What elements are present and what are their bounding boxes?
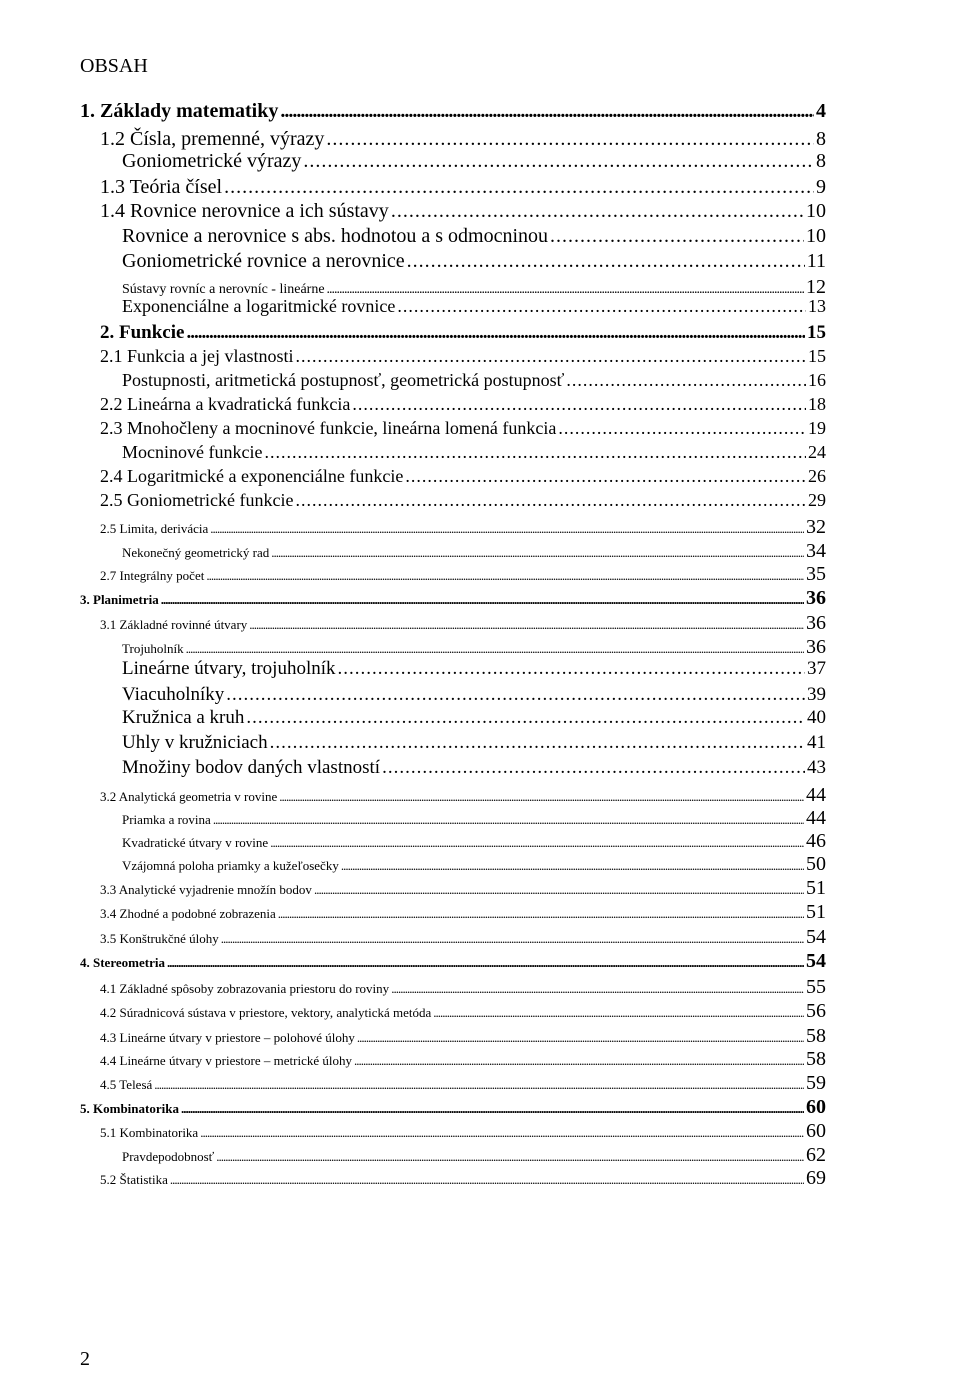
dot-leader: [270, 732, 805, 754]
toc-entry: [100, 466, 826, 487]
toc-entry-label: 2.5 Limita, derivácia: [100, 521, 209, 536]
toc-entry-page-number: 12: [806, 276, 826, 298]
toc-entry: [100, 1120, 826, 1143]
toc-entry: [100, 490, 826, 511]
toc-entry: [122, 658, 826, 680]
toc-entry: [100, 346, 826, 367]
toc-entry-page-number: 15: [808, 346, 826, 366]
toc-entry-label: Uhly v kružniciach: [122, 732, 268, 753]
dot-leader: [391, 200, 804, 223]
toc-entry-label: 4.2 Súradnicová sústava v priestore, vektory, analytická metóda: [100, 1005, 432, 1020]
dot-leader: [382, 757, 805, 779]
toc-entry-label: 2.1 Funkcia a jej vlastnosti: [100, 346, 294, 366]
toc-entry-page-number: 51: [806, 901, 826, 923]
toc-entry-page-number: 36: [806, 636, 826, 658]
toc-entry-page-number: 26: [808, 466, 826, 486]
toc-entry-page-number: 51: [806, 877, 826, 899]
toc-entry: [122, 707, 826, 729]
dot-leader: [354, 1053, 804, 1069]
toc-entry: [122, 732, 826, 754]
toc-entry-page-number: 60: [806, 1120, 826, 1142]
dot-leader: [303, 150, 814, 173]
toc-entry-label: 5. Kombinatorika: [80, 1101, 179, 1116]
toc-entry-label: 3. Planimetria: [80, 592, 159, 607]
dot-leader: [352, 394, 806, 415]
toc-entry-page-number: 8: [816, 150, 826, 172]
toc-entry: [100, 1072, 826, 1095]
dot-leader: [161, 592, 804, 608]
dot-leader: [357, 1030, 804, 1046]
dot-leader: [216, 1149, 804, 1165]
toc-entry: [100, 394, 826, 415]
dot-leader: [550, 225, 804, 248]
toc-entry-page-number: 43: [807, 757, 826, 778]
toc-entry-page-number: 18: [808, 394, 826, 414]
toc-entry-page-number: 54: [806, 926, 826, 948]
dot-leader: [181, 1101, 804, 1117]
toc-entry-page-number: 4: [816, 100, 826, 122]
toc-entry-page-number: 54: [806, 950, 826, 972]
toc-entry: [100, 322, 826, 344]
toc-entry-label: 3.2 Analytická geometria v rovine: [100, 789, 278, 804]
toc-entry-page-number: 29: [808, 490, 826, 510]
toc-entry: [100, 1025, 826, 1048]
dot-leader: [213, 812, 804, 828]
dot-leader: [170, 1172, 804, 1188]
toc-entry-page-number: 55: [806, 976, 826, 998]
toc-entry-page-number: 36: [806, 612, 826, 634]
dot-leader: [326, 128, 814, 151]
toc-entry-label: 1.2 Čísla, premenné, výrazy: [100, 128, 325, 150]
toc-entry-label: Množiny bodov daných vlastností: [122, 757, 381, 778]
toc-entry-label: 4.3 Lineárne útvary v priestore – polohové úlohy: [100, 1030, 355, 1045]
toc-entry-label: 2. Funkcie: [100, 322, 185, 343]
dot-leader: [279, 789, 804, 805]
toc-entry: [122, 757, 826, 779]
toc-entry: [100, 200, 826, 223]
toc-entry-label: 3.1 Základné rovinné útvary: [100, 617, 248, 632]
toc-entry: [100, 563, 826, 586]
toc-entry: [100, 1048, 826, 1071]
dot-leader: [270, 835, 804, 851]
toc-entry-page-number: 37: [807, 658, 826, 679]
dot-leader: [246, 707, 805, 729]
toc-entry-label: 1.3 Teória čísel: [100, 176, 223, 198]
dot-leader: [433, 1005, 804, 1021]
toc-entry-page-number: 56: [806, 1000, 826, 1022]
toc-entry-page-number: 8: [816, 128, 826, 150]
dot-leader: [167, 955, 804, 971]
toc-entry: [122, 684, 826, 706]
toc-entry-page-number: 15: [807, 322, 826, 343]
dot-leader: [221, 931, 804, 947]
toc-entry: [80, 587, 826, 610]
toc-entry-label: Kvadratické útvary v rovine: [122, 835, 269, 850]
toc-entry-page-number: 39: [807, 684, 826, 705]
dot-leader: [397, 296, 806, 317]
toc-entry: [100, 612, 826, 635]
toc-entry-page-number: 69: [806, 1167, 826, 1189]
toc-entry-label: 3.5 Konštrukčné úlohy: [100, 931, 219, 946]
toc-entry: [122, 250, 826, 273]
dot-leader: [278, 906, 804, 922]
dot-leader: [558, 418, 806, 439]
toc-entry: [100, 418, 826, 439]
toc-entry-page-number: 24: [808, 442, 826, 462]
toc-entry: [80, 950, 826, 973]
toc-entry: [100, 784, 826, 807]
toc-entry: [122, 225, 826, 248]
toc-entry-label: Priamka a rovina: [122, 812, 211, 827]
toc-entry: [122, 442, 826, 463]
dot-leader: [249, 617, 804, 633]
toc-entry-label: 1.4 Rovnice nerovnice a ich sústavy: [100, 200, 389, 222]
toc-entry-page-number: 41: [807, 732, 826, 753]
toc-entry: [100, 516, 826, 539]
dot-leader: [224, 176, 814, 199]
toc-entry: [100, 901, 826, 924]
toc-entry: [100, 976, 826, 999]
toc-entry: [122, 540, 826, 563]
dot-leader: [264, 442, 806, 463]
toc-entry: [100, 1167, 826, 1190]
toc-entry-page-number: 9: [816, 176, 826, 198]
page-number-footer: 2: [80, 1348, 90, 1370]
dot-leader: [341, 858, 804, 874]
toc-heading: OBSAH: [80, 55, 148, 77]
toc-entry-label: 2.2 Lineárna a kvadratická funkcia: [100, 394, 351, 414]
toc-entry-label: 4.4 Lineárne útvary v priestore – metrické úlohy: [100, 1053, 352, 1068]
toc-entry-label: Pravdepodobnosť: [122, 1149, 215, 1164]
toc-entry-label: 2.7 Integrálny počet: [100, 568, 205, 583]
dot-leader: [405, 466, 806, 487]
toc-entry-label: Rovnice a nerovnice s abs. hodnotou a s odmocninou: [122, 225, 549, 247]
toc-entry-label: Kružnica a kruh: [122, 707, 245, 728]
toc-entry: [122, 150, 826, 173]
dot-leader: [206, 568, 804, 584]
toc-entry: [100, 877, 826, 900]
toc-entry: [100, 176, 826, 199]
toc-entry: [80, 100, 826, 123]
toc-entry-label: 2.3 Mnohočleny a mocninové funkcie, lineárna lomená funkcia: [100, 418, 557, 438]
toc-entry-page-number: 13: [808, 296, 826, 316]
toc-entry-page-number: 34: [806, 540, 826, 562]
toc-entry: [122, 830, 826, 853]
toc-entry-label: Nekonečný geometrický rad: [122, 545, 270, 560]
dot-leader: [186, 322, 805, 344]
toc-entry-page-number: 62: [806, 1144, 826, 1166]
toc-entry-label: 5.2 Štatistika: [100, 1172, 168, 1187]
dot-leader: [210, 521, 804, 537]
toc-entry-label: Viacuholníky: [122, 684, 225, 705]
dot-leader: [314, 882, 804, 898]
toc-entry: [100, 128, 826, 151]
toc-entry-page-number: 58: [806, 1048, 826, 1070]
toc-entry-page-number: 50: [806, 853, 826, 875]
toc-entry-label: Goniometrické výrazy: [122, 150, 302, 172]
toc-entry: [80, 1096, 826, 1119]
toc-entry-page-number: 11: [806, 250, 826, 272]
toc-entry-page-number: 16: [808, 370, 826, 390]
toc-entry-page-number: 60: [806, 1096, 826, 1118]
toc-entry-page-number: 36: [806, 587, 826, 609]
toc-entry: [122, 370, 826, 391]
toc-entry: [122, 1144, 826, 1167]
toc-entry-label: 4.1 Základné spôsoby zobrazovania priestoru do roviny: [100, 981, 390, 996]
toc-entry-page-number: 32: [806, 516, 826, 538]
toc-entry-page-number: 35: [806, 563, 826, 585]
toc-entry: [100, 926, 826, 949]
toc-entry-label: Trojuholník: [122, 641, 184, 656]
dot-leader: [338, 658, 805, 680]
toc-entry-page-number: 58: [806, 1025, 826, 1047]
toc-entry-label: Vzájomná poloha priamky a kužeľosečky: [122, 858, 339, 873]
dot-leader: [295, 346, 806, 367]
toc-entry: [122, 853, 826, 876]
dot-leader: [226, 684, 805, 706]
toc-entry: [100, 1000, 826, 1023]
toc-entry-page-number: 59: [806, 1072, 826, 1094]
toc-entry-page-number: 10: [806, 200, 826, 222]
toc-entry-label: 2.5 Goniometrické funkcie: [100, 490, 294, 510]
toc-entry: [122, 636, 826, 659]
toc-entry-label: Sústavy rovníc a nerovníc - lineárne: [122, 282, 325, 297]
toc-entry: [122, 807, 826, 830]
dot-leader: [271, 545, 804, 561]
dot-leader: [566, 370, 806, 391]
dot-leader: [186, 641, 804, 657]
toc-entry-page-number: 19: [808, 418, 826, 438]
toc-entry-label: 4. Stereometria: [80, 955, 165, 970]
toc-entry-page-number: 10: [806, 225, 826, 247]
toc-entry-page-number: 40: [807, 707, 826, 728]
toc-entry-label: 4.5 Telesá: [100, 1077, 153, 1092]
toc-entry-page-number: 44: [806, 784, 826, 806]
toc-entry: [122, 296, 826, 317]
dot-leader: [407, 250, 805, 273]
toc-entry-page-number: 46: [806, 830, 826, 852]
dot-leader: [295, 490, 806, 511]
toc-entry-label: 5.1 Kombinatorika: [100, 1125, 199, 1140]
toc-entry-label: Postupnosti, aritmetická postupnosť, geometrická postupnosť: [122, 370, 565, 390]
toc-entry-label: Goniometrické rovnice a nerovnice: [122, 250, 405, 272]
dot-leader: [154, 1077, 804, 1093]
toc-entry-label: 3.4 Zhodné a podobné zobrazenia: [100, 906, 276, 921]
dot-leader: [200, 1125, 804, 1141]
toc-entry-label: Exponenciálne a logaritmické rovnice: [122, 296, 396, 316]
toc-entry-label: 2.4 Logaritmické a exponenciálne funkcie: [100, 466, 404, 486]
dot-leader: [280, 100, 814, 123]
dot-leader: [391, 981, 804, 997]
toc-entry-label: Lineárne útvary, trojuholník: [122, 658, 336, 679]
toc-entry-label: 1. Základy matematiky: [80, 100, 279, 122]
toc-entry-label: Mocninové funkcie: [122, 442, 263, 462]
toc-entry-page-number: 44: [806, 807, 826, 829]
toc-entry-label: 3.3 Analytické vyjadrenie množín bodov: [100, 882, 312, 897]
